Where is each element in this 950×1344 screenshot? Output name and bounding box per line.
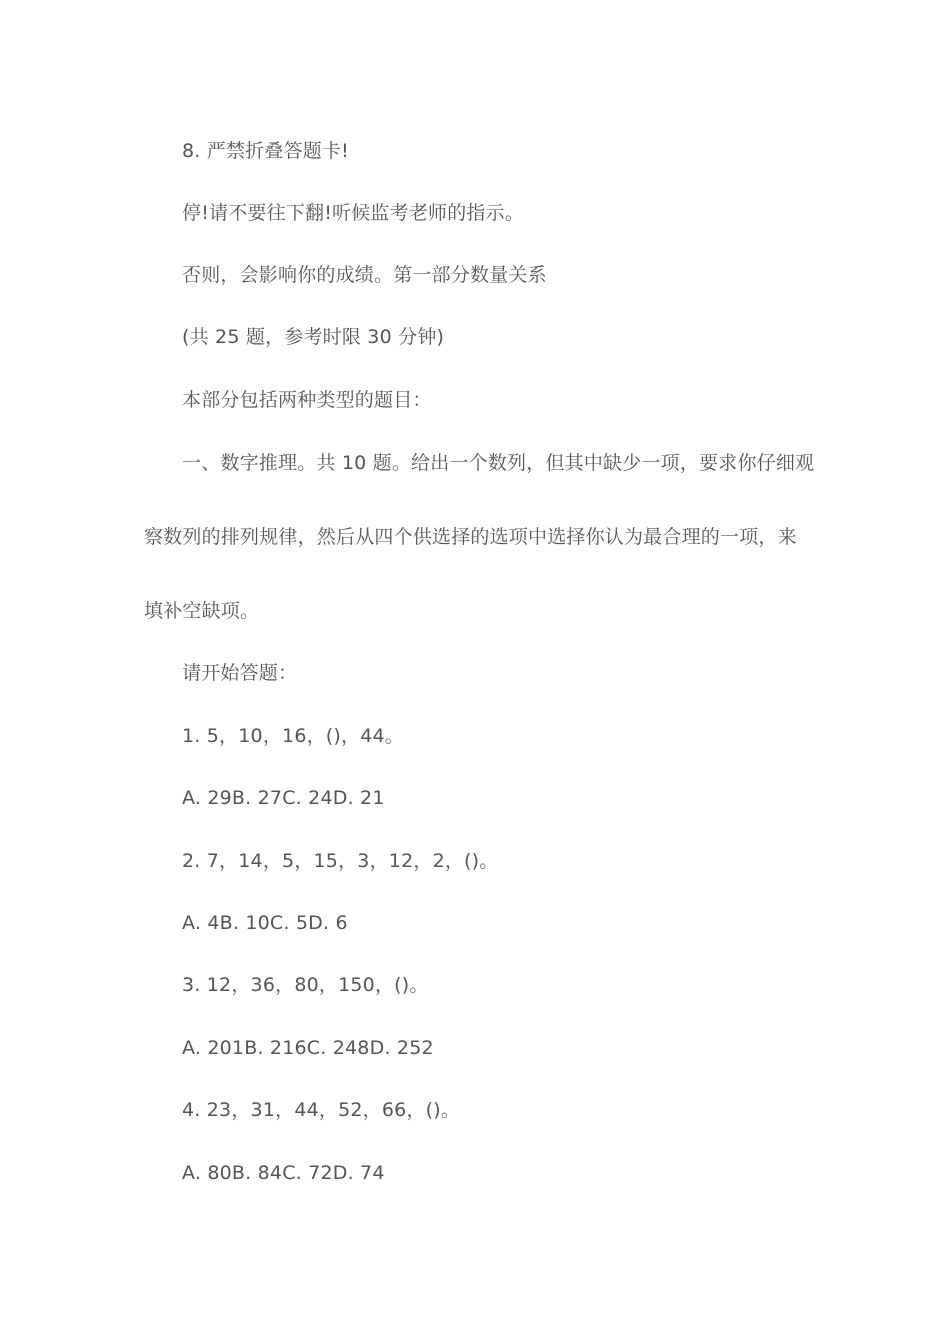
rule-8: 8. 严禁折叠答题卡! [182, 140, 349, 162]
part-one-description: 一、数字推理。共 10 题。给出一个数列，但其中缺少一项，要求你仔细观 [182, 452, 815, 474]
part-one-description-cont: 察数列的排列规律，然后从四个供选择的选项中选择你认为最合理的一项，来 [144, 526, 797, 548]
question-4-options: A. 80B. 84C. 72D. 74 [182, 1162, 385, 1184]
stop-instruction: 停!请不要往下翻!听候监考老师的指示。 [182, 202, 525, 224]
section-title: 否则，会影响你的成绩。第一部分数量关系 [182, 264, 547, 286]
question-2: 2. 7，14，5，15，3，12，2，()。 [182, 850, 499, 872]
section-info: (共 25 题，参考时限 30 分钟) [182, 326, 445, 348]
question-2-options: A. 4B. 10C. 5D. 6 [182, 912, 348, 934]
question-3: 3. 12，36，80，150，()。 [182, 974, 429, 996]
section-intro: 本部分包括两种类型的题目： [182, 389, 432, 411]
question-3-options: A. 201B. 216C. 248D. 252 [182, 1037, 434, 1059]
part-one-description-end: 填补空缺项。 [144, 600, 260, 622]
question-1-options: A. 29B. 27C. 24D. 21 [182, 787, 385, 809]
question-4: 4. 23，31，44，52，66，()。 [182, 1099, 461, 1121]
question-1: 1. 5，10，16，()，44。 [182, 725, 405, 747]
start-prompt: 请开始答题： [182, 662, 298, 684]
